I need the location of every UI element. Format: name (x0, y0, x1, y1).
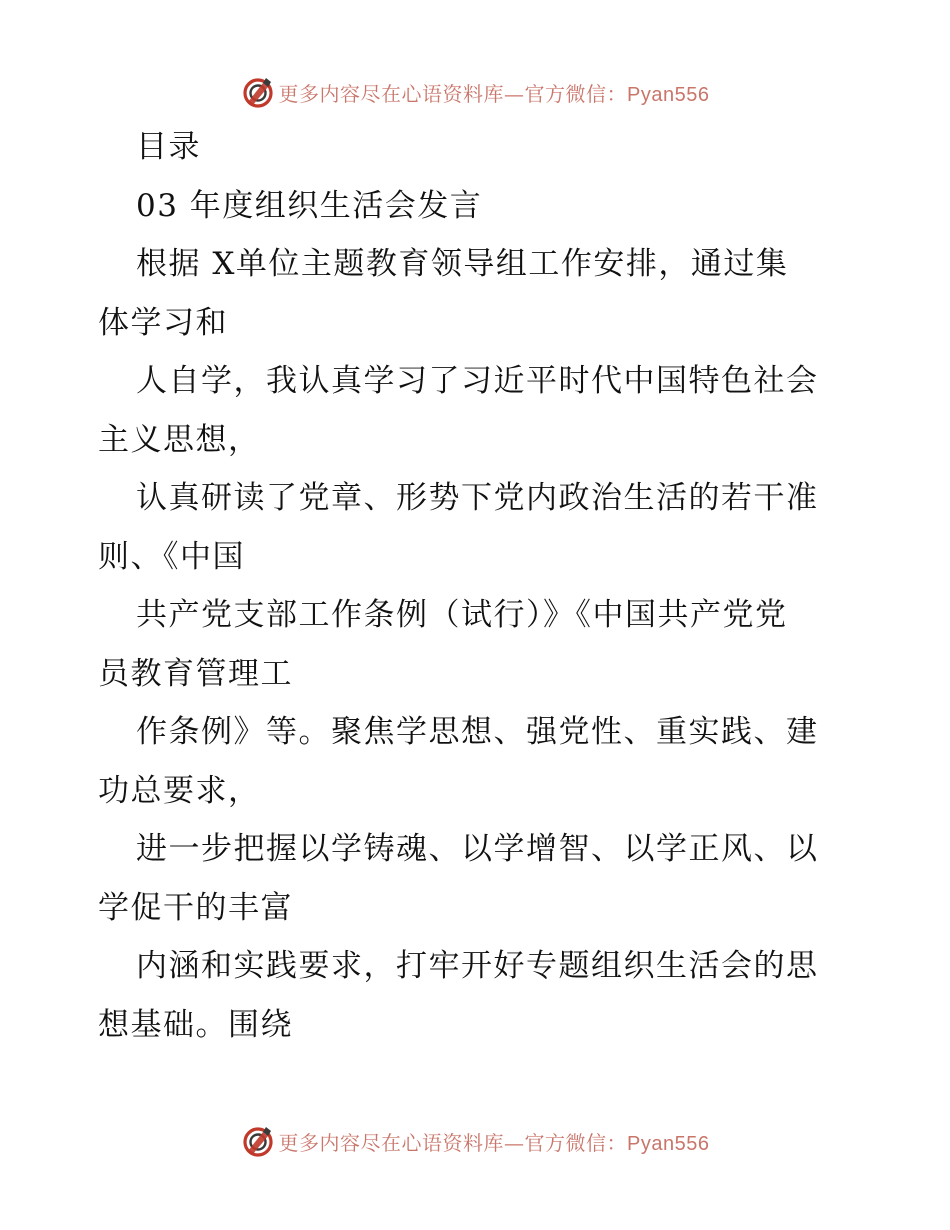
watermark-site: 更多内容尽在心语资料库 (278, 81, 505, 106)
footer-watermark (0, 1121, 950, 1161)
body-line: 认真研读了党章、形势下党内政治生活的若干准 (136, 480, 819, 516)
body-line: 主义思想， (98, 421, 261, 458)
body-line: 人自学，我认真学习了习近平时代中国特色社会 (136, 363, 819, 399)
section-heading: 03 年度组织生活会发言 (136, 187, 483, 224)
watermark-wechat-id: Pyan556 (627, 83, 710, 106)
body-line: 学促干的丰富 (98, 889, 293, 926)
watermark-dash: — (504, 81, 525, 106)
header-watermark (0, 72, 950, 112)
body-line: 功总要求， (98, 772, 261, 809)
watermark-wechat-label: 官方微信： (524, 81, 628, 106)
body-line: 体学习和 (98, 304, 228, 341)
pen-circle-logo-icon (241, 75, 275, 109)
body-line: 作条例》等。聚焦学思想、强党性、重实践、建 (136, 714, 819, 750)
body-line: 根据 X单位主题教育领导组工作安排，通过集 (136, 246, 789, 282)
watermark-site: 更多内容尽在心语资料库 (278, 1130, 505, 1155)
body-line: 内涵和实践要求，打牢开好专题组织生活会的思 (136, 948, 819, 984)
watermark-dash: — (504, 1130, 525, 1155)
body-line: 则、《中国 (98, 538, 245, 575)
toc-title: 目录 (136, 129, 201, 165)
body-line: 想基础。围绕 (98, 1006, 293, 1043)
watermark-wechat-label: 官方微信： (524, 1130, 628, 1155)
document-body (98, 118, 858, 1054)
body-line: 进一步把握以学铸魂、以学增智、以学正风、以 (136, 831, 819, 867)
watermark-text (279, 1127, 710, 1156)
body-line: 共产党支部工作条例（试行）》《中国共产党党 (136, 597, 788, 633)
watermark-text (279, 78, 710, 107)
pen-circle-logo-icon (241, 1124, 275, 1158)
body-line: 员教育管理工 (98, 655, 293, 692)
watermark-wechat-id: Pyan556 (627, 1132, 710, 1155)
